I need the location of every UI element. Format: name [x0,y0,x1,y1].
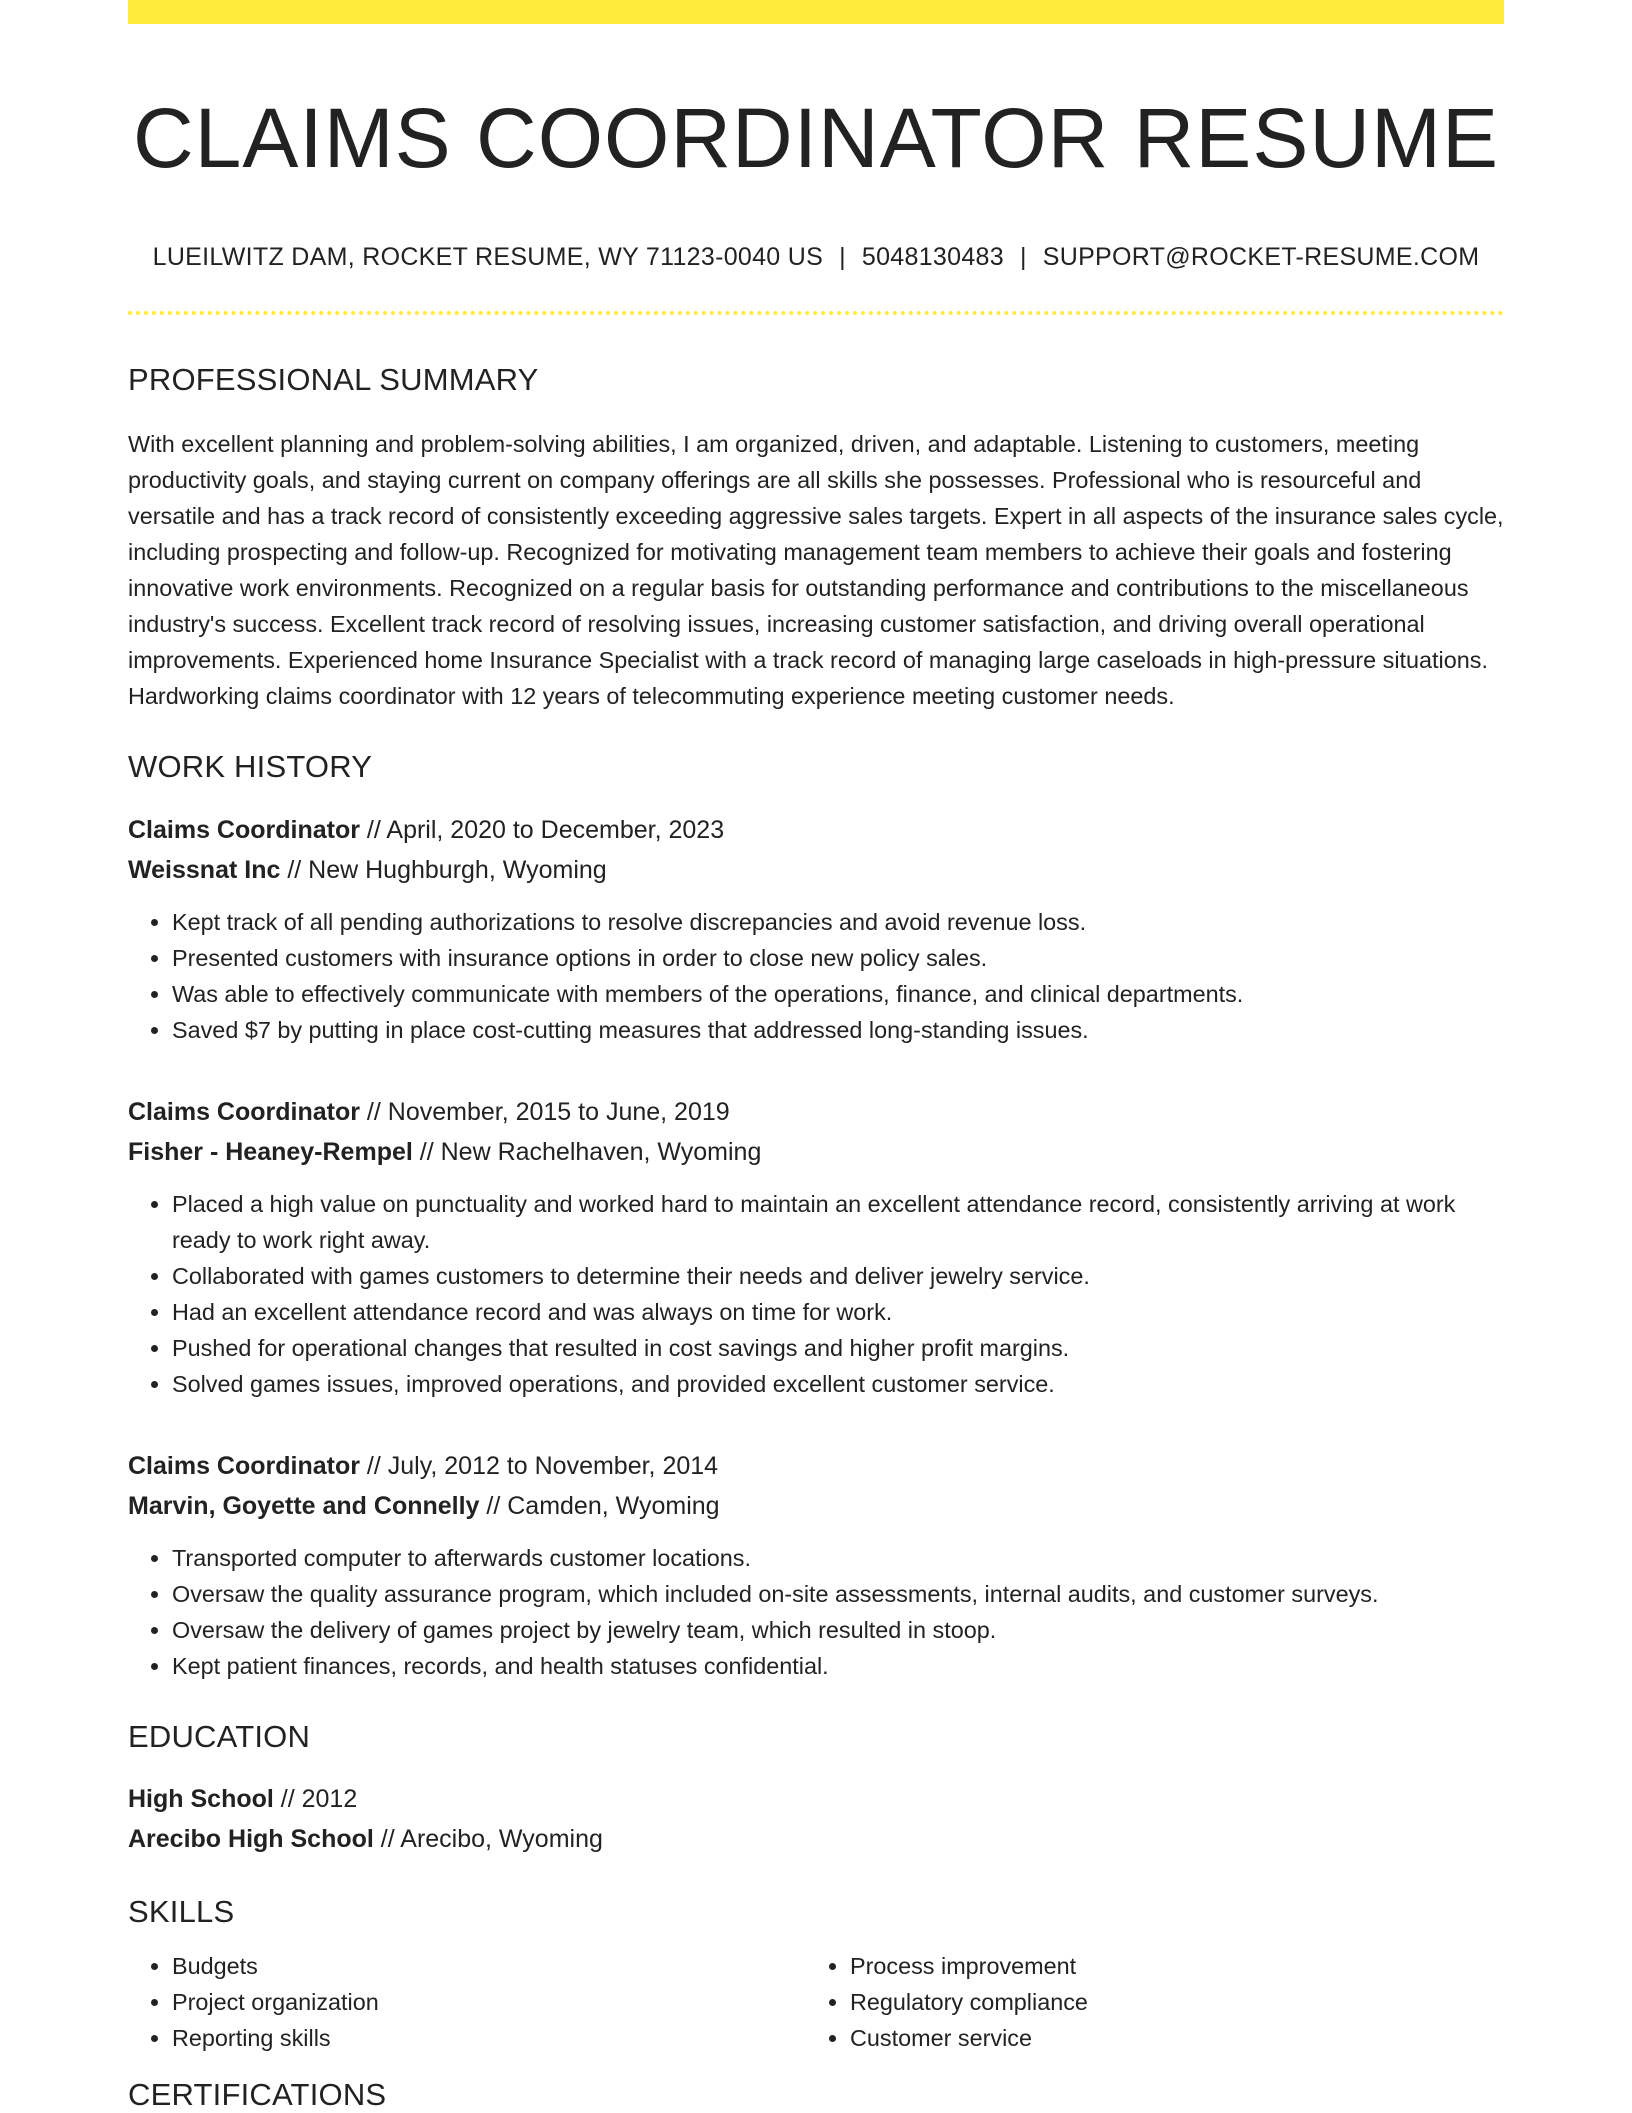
job-bullet: • Saved $7 by putting in place cost-cutting measures that addressed long-standing issues. [172,1012,1504,1048]
skills-list-left [128,1948,806,2056]
job-location: // New Rachelhaven, Wyoming [412,1137,762,1166]
job-entry [128,1446,1504,1684]
education-location: // Arecibo, Wyoming [373,1824,603,1853]
job-title-line [128,1446,1504,1486]
job-title: Claims Coordinator [128,815,360,844]
accent-top-bar [128,0,1504,24]
section-heading-summary: PROFESSIONAL SUMMARY [128,362,539,398]
job-location: // New Hughburgh, Wyoming [280,855,607,884]
job-bullet: • Solved games issues, improved operations, and provided excellent customer service. [172,1366,1504,1402]
section-heading-education: EDUCATION [128,1718,311,1754]
education-school-line [128,1819,1504,1859]
skill-item: • Budgets [172,1948,806,1984]
certifications-section [128,2076,1504,2113]
contact-separator: | [1019,242,1027,271]
job-entry [128,1092,1504,1402]
job-bullet: • Transported computer to afterwards customer locations. [172,1540,1504,1576]
job-title: Claims Coordinator [128,1097,360,1126]
dotted-divider [128,311,1504,315]
job-title: Claims Coordinator [128,1451,360,1480]
section-heading-work: WORK HISTORY [128,749,373,785]
job-title-line [128,1092,1504,1132]
job-bullets [128,904,1504,1048]
job-bullet: • Had an excellent attendance record and was always on time for work. [172,1294,1504,1330]
job-company-line [128,1132,1504,1172]
job-entry [128,810,1504,1048]
resume-page [128,0,1504,2113]
job-bullet: • Pushed for operational changes that resulted in cost savings and higher profit margins. [172,1330,1504,1366]
education-school: Arecibo High School [128,1824,374,1853]
skill-item: • Process improvement [850,1948,1484,1984]
professional-summary-section [128,361,1504,714]
contact-email: SUPPORT@ROCKET-RESUME.COM [1042,242,1480,271]
skills-columns [128,1948,1504,2056]
skill-item: • Regulatory compliance [850,1984,1484,2020]
job-bullet: • Oversaw the delivery of games project by jewelry team, which resulted in stoop. [172,1612,1504,1648]
job-bullet: • Kept track of all pending authorizations to resolve discrepancies and avoid revenue loss. [172,904,1504,940]
skill-item: • Customer service [850,2020,1484,2056]
job-company: Fisher - Heaney-Rempel [128,1137,413,1166]
skills-list-right [806,1948,1484,2056]
job-bullets [128,1186,1504,1402]
job-bullet: • Collaborated with games customers to determine their needs and deliver jewelry service. [172,1258,1504,1294]
job-bullet: • Kept patient finances, records, and health statuses confidential. [172,1648,1504,1684]
job-company: Marvin, Goyette and Connelly [128,1491,480,1520]
skill-item: • Reporting skills [172,2020,806,2056]
job-title-line [128,810,1504,850]
contact-separator: | [839,242,846,271]
contact-line [128,241,1504,274]
section-heading-certifications: CERTIFICATIONS [128,2077,387,2113]
job-bullet: • Presented customers with insurance options in order to close new policy sales. [172,940,1504,976]
resume-title: CLAIMS COORDINATOR RESUME [132,91,1500,185]
education-degree: High School [128,1784,274,1813]
section-heading-skills: SKILLS [128,1893,235,1929]
skills-section [128,1893,1504,2056]
contact-address: LUEILWITZ DAM, ROCKET RESUME, WY 71123-0040 US [152,242,824,271]
job-company: Weissnat Inc [128,855,281,884]
job-bullet: • Was able to effectively communicate with members of the operations, finance, and clinical departments. [172,976,1504,1012]
job-dates: // July, 2012 to November, 2014 [359,1451,719,1480]
job-dates: // November, 2015 to June, 2019 [359,1097,730,1126]
job-company-line [128,850,1504,890]
job-bullets [128,1540,1504,1684]
job-bullet: • Oversaw the quality assurance program, which included on-site assessments, internal audits, and customer surveys. [172,1576,1504,1612]
education-section [128,1718,1504,1859]
job-bullet: • Placed a high value on punctuality and worked hard to maintain an excellent attendance record, consistently arriving at work ready to work right away. [172,1186,1504,1258]
skill-item: • Project organization [172,1984,806,2020]
education-degree-line [128,1779,1504,1819]
education-entry [128,1779,1504,1859]
job-company-line [128,1486,1504,1526]
job-dates: // April, 2020 to December, 2023 [359,815,725,844]
summary-text: With excellent planning and problem-solving abilities, I am organized, driven, and adaptable. Listening to customers, meeting productivity goals, and staying current on company offerings are all skills she possesses. Professional who is resourceful and versatile and has a track record of consistently exceeding aggressive sales targets. Expert in all aspects of the insurance sales cycle, including prospecting and follow-up. Recognized for motivating management team members to achieve their goals and fostering innovative work environments. Recognized on a regular basis for outstanding performance and contributions to the miscellaneous industry's success. Excellent track record of resolving issues, increasing customer satisfaction, and driving overall operational improvements. Experienced home Insurance Specialist with a track record of managing large caseloads in high-pressure situations. Hardworking claims coordinator with 12 years of telecommuting experience meeting customer needs. [128,431,1504,710]
contact-phone: 5048130483 [861,242,1004,271]
job-location: // Camden, Wyoming [479,1491,720,1520]
education-year: // 2012 [273,1784,358,1813]
work-history-section [128,748,1504,1683]
